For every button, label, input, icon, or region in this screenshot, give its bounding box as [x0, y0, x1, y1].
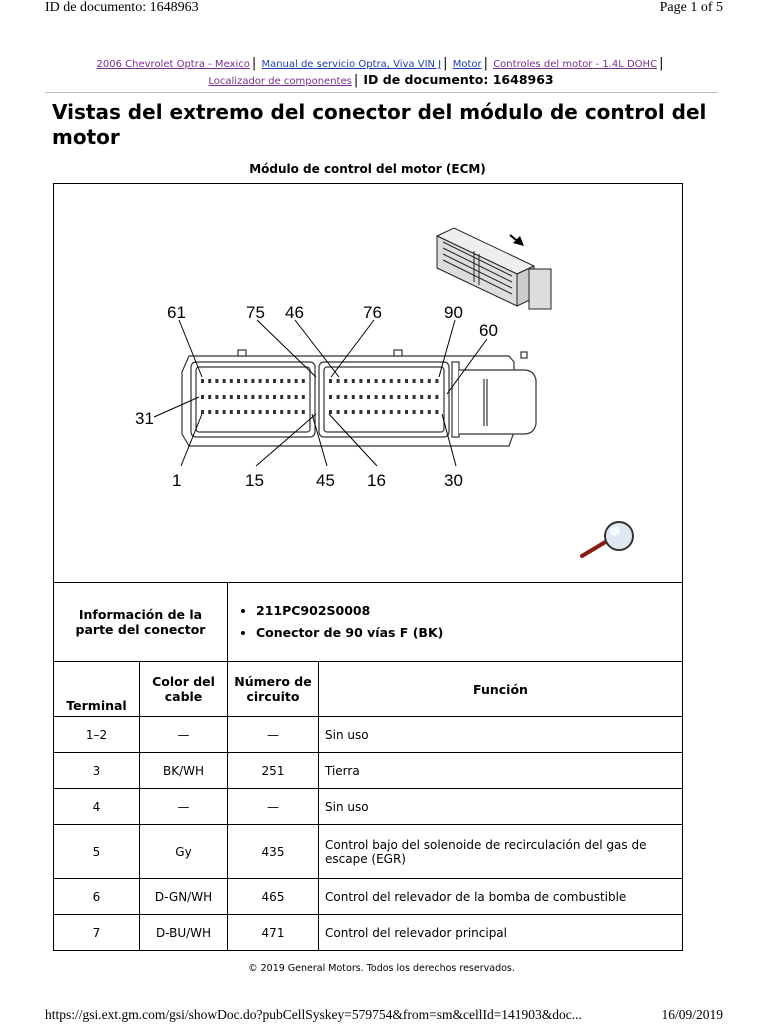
connector-body [182, 350, 536, 446]
connector-diagram [54, 184, 682, 583]
connector-pin [413, 379, 416, 383]
connector-pin [273, 395, 276, 399]
connector-pin [375, 379, 378, 383]
connector-pin [420, 410, 423, 414]
connector-pin [344, 410, 347, 414]
connector-pin [352, 410, 355, 414]
connector-pin [329, 410, 332, 414]
connector-pin [259, 410, 262, 414]
connector-pin [397, 395, 400, 399]
connector-pin [390, 395, 393, 399]
table-row [54, 753, 683, 789]
connector-pin [244, 379, 247, 383]
breadcrumb-link-localizador[interactable]: Localizador de componentes [208, 76, 352, 87]
connector-pin [215, 379, 218, 383]
connector-pin [405, 379, 408, 383]
breadcrumb-separator: | [483, 56, 489, 71]
connector-pin [397, 410, 400, 414]
cell-terminal: 5 [54, 825, 140, 879]
connector-pin [280, 395, 283, 399]
connector-pin [413, 395, 416, 399]
connector-pin [329, 395, 332, 399]
connector-pin [273, 410, 276, 414]
connector-pin [344, 395, 347, 399]
connector-pin [413, 410, 416, 414]
connector-pin [208, 395, 211, 399]
col-header-color: Color del cable [140, 662, 228, 717]
connector-pin [344, 379, 347, 383]
cell-circuit: 251 [228, 753, 319, 789]
connector-pin [352, 395, 355, 399]
connector-pin [367, 410, 370, 414]
connector-pin [223, 410, 226, 414]
connector-pin [382, 410, 385, 414]
part-info-label: Información de la parte del conector [54, 583, 228, 662]
connector-pin [223, 395, 226, 399]
connector-pin [337, 395, 340, 399]
connector-pin [420, 395, 423, 399]
print-footer-url: https://gsi.ext.gm.com/gsi/showDoc.do?pubCellSyskey=579754&from=sm&cellId=141903&doc... [45, 1007, 582, 1022]
connector-pin [287, 395, 290, 399]
connector-pin [266, 410, 269, 414]
connector-pin [359, 379, 362, 383]
connector-pin [375, 410, 378, 414]
cell-color: BK/WH [140, 753, 228, 789]
connector-description: • Conector de 90 vías F (BK) [256, 622, 676, 644]
connector-pin [244, 410, 247, 414]
pin-label-45: 45 [316, 471, 335, 490]
connector-pin [208, 379, 211, 383]
connector-pin [280, 410, 283, 414]
connector-pin [230, 395, 233, 399]
connector-pin [405, 410, 408, 414]
table-row [54, 879, 683, 915]
cell-circuit: — [228, 789, 319, 825]
connector-pin [295, 395, 298, 399]
figure-caption: Módulo de control del motor (ECM) [249, 162, 486, 176]
part-info-row [54, 583, 683, 662]
pin-label-60: 60 [479, 321, 498, 340]
col-header-function: Función [319, 662, 683, 717]
cell-terminal: 7 [54, 915, 140, 951]
breadcrumb-link-controles[interactable]: Controles del motor - 1.4L DOHC [493, 59, 658, 70]
connector-pin [390, 379, 393, 383]
connector-pin [215, 395, 218, 399]
cell-color: — [140, 789, 228, 825]
connector-pin [359, 410, 362, 414]
connector-pin [302, 395, 305, 399]
part-info-values [228, 583, 683, 662]
pin-label-1: 1 [172, 471, 182, 490]
breadcrumb-separator: | [443, 56, 448, 71]
print-header-page: Page 1 of 5 [659, 0, 723, 15]
connector-pin [390, 410, 393, 414]
connector-pin [329, 379, 332, 383]
magnifier-icon[interactable] [582, 522, 633, 556]
cell-terminal: 3 [54, 753, 140, 789]
cell-terminal: 1–2 [54, 717, 140, 753]
cell-circuit: 465 [228, 879, 319, 915]
connector-pin [201, 395, 204, 399]
connector-table [53, 582, 683, 951]
connector-pin [420, 379, 423, 383]
pin-label-76: 76 [363, 303, 382, 322]
connector-pin [259, 395, 262, 399]
cell-color: D-GN/WH [140, 879, 228, 915]
table-row [54, 789, 683, 825]
header-divider [45, 92, 718, 93]
connector-pin [428, 395, 431, 399]
cell-color: — [140, 717, 228, 753]
pin-label-46: 46 [285, 303, 304, 322]
connector-pin [375, 395, 378, 399]
connector-pin [359, 395, 362, 399]
breadcrumb-separator: | [659, 56, 664, 71]
pin-label-75: 75 [246, 303, 265, 322]
breadcrumb-separator: | [353, 73, 359, 88]
cell-terminal: 6 [54, 879, 140, 915]
cell-circuit: 471 [228, 915, 319, 951]
part-number: • 211PC902S0008 [256, 600, 676, 622]
breadcrumb-link-motor[interactable]: Motor [452, 59, 482, 70]
breadcrumb [45, 56, 717, 89]
connector-pin [302, 410, 305, 414]
connector-pin [287, 410, 290, 414]
connector-pin [397, 379, 400, 383]
cell-function: Control del relevador de la bomba de combustible [319, 879, 683, 915]
col-header-terminal: Terminal [54, 662, 140, 717]
arrow-icon [510, 235, 524, 246]
page-title: Vistas del extremo del conector del módulo de control del motor [52, 100, 707, 149]
connector-pin [337, 379, 340, 383]
connector-pin [251, 379, 254, 383]
pin-label-16: 16 [367, 471, 386, 490]
connector-pin [237, 395, 240, 399]
cell-color: D-BU/WH [140, 915, 228, 951]
cell-function: Sin uso [319, 789, 683, 825]
connector-pin [337, 410, 340, 414]
table-header-row [54, 662, 683, 717]
connector-pin [208, 410, 211, 414]
connector-pin [295, 379, 298, 383]
connector-pin [435, 379, 438, 383]
connector-pin [251, 395, 254, 399]
connector-pin [230, 410, 233, 414]
connector-pin [230, 379, 233, 383]
cell-circuit: 435 [228, 825, 319, 879]
connector-pin [259, 379, 262, 383]
page-cut [45, 955, 718, 963]
breadcrumb-link-vehicle[interactable]: 2006 Chevrolet Optra - Mexico [96, 59, 250, 70]
connector-pin [382, 379, 385, 383]
connector-pin [266, 379, 269, 383]
connector-pin [287, 379, 290, 383]
connector-figure [53, 183, 683, 583]
cell-function: Sin uso [319, 717, 683, 753]
copyright: © 2019 General Motors. Todos los derechos reservados. [248, 963, 515, 974]
connector-pin [435, 395, 438, 399]
connector-pin [266, 395, 269, 399]
connector-pin [295, 410, 298, 414]
cell-function: Control del relevador principal [319, 915, 683, 951]
connector-pin [201, 379, 204, 383]
connector-pin [237, 410, 240, 414]
connector-pin [435, 410, 438, 414]
connector-pin [428, 410, 431, 414]
connector-pin [201, 410, 204, 414]
pin-label-31: 31 [135, 409, 154, 428]
cell-circuit: — [228, 717, 319, 753]
cell-function: Control bajo del solenoide de recirculación del gas de escape (EGR) [319, 825, 683, 879]
print-footer-date: 16/09/2019 [661, 1007, 723, 1022]
connector-iso-icon [437, 228, 551, 309]
connector-pin [367, 395, 370, 399]
connector-pin [244, 395, 247, 399]
connector-pin [280, 379, 283, 383]
cell-function: Tierra [319, 753, 683, 789]
table-row [54, 915, 683, 951]
breadcrumb-link-manual[interactable]: Manual de servicio Optra, Viva VIN J [261, 59, 442, 70]
connector-pin [237, 379, 240, 383]
cell-color: Gy [140, 825, 228, 879]
connector-pin [223, 379, 226, 383]
connector-pin [215, 410, 218, 414]
connector-pin [251, 410, 254, 414]
col-header-circuit: Número de circuito [228, 662, 319, 717]
cell-terminal: 4 [54, 789, 140, 825]
pin-label-90: 90 [444, 303, 463, 322]
table-row [54, 717, 683, 753]
pin-label-15: 15 [245, 471, 264, 490]
breadcrumb-doc-id: ID de documento: 1648963 [363, 72, 554, 87]
connector-pin [302, 379, 305, 383]
connector-pin [382, 395, 385, 399]
connector-pin [367, 379, 370, 383]
print-header-doc-id: ID de documento: 1648963 [45, 0, 199, 15]
connector-pin [405, 395, 408, 399]
connector-pin [352, 379, 355, 383]
breadcrumb-separator: | [251, 56, 257, 71]
pin-label-30: 30 [444, 471, 463, 490]
connector-pin [428, 379, 431, 383]
pin-label-61: 61 [167, 303, 186, 322]
table-row [54, 825, 683, 879]
connector-pin [273, 379, 276, 383]
